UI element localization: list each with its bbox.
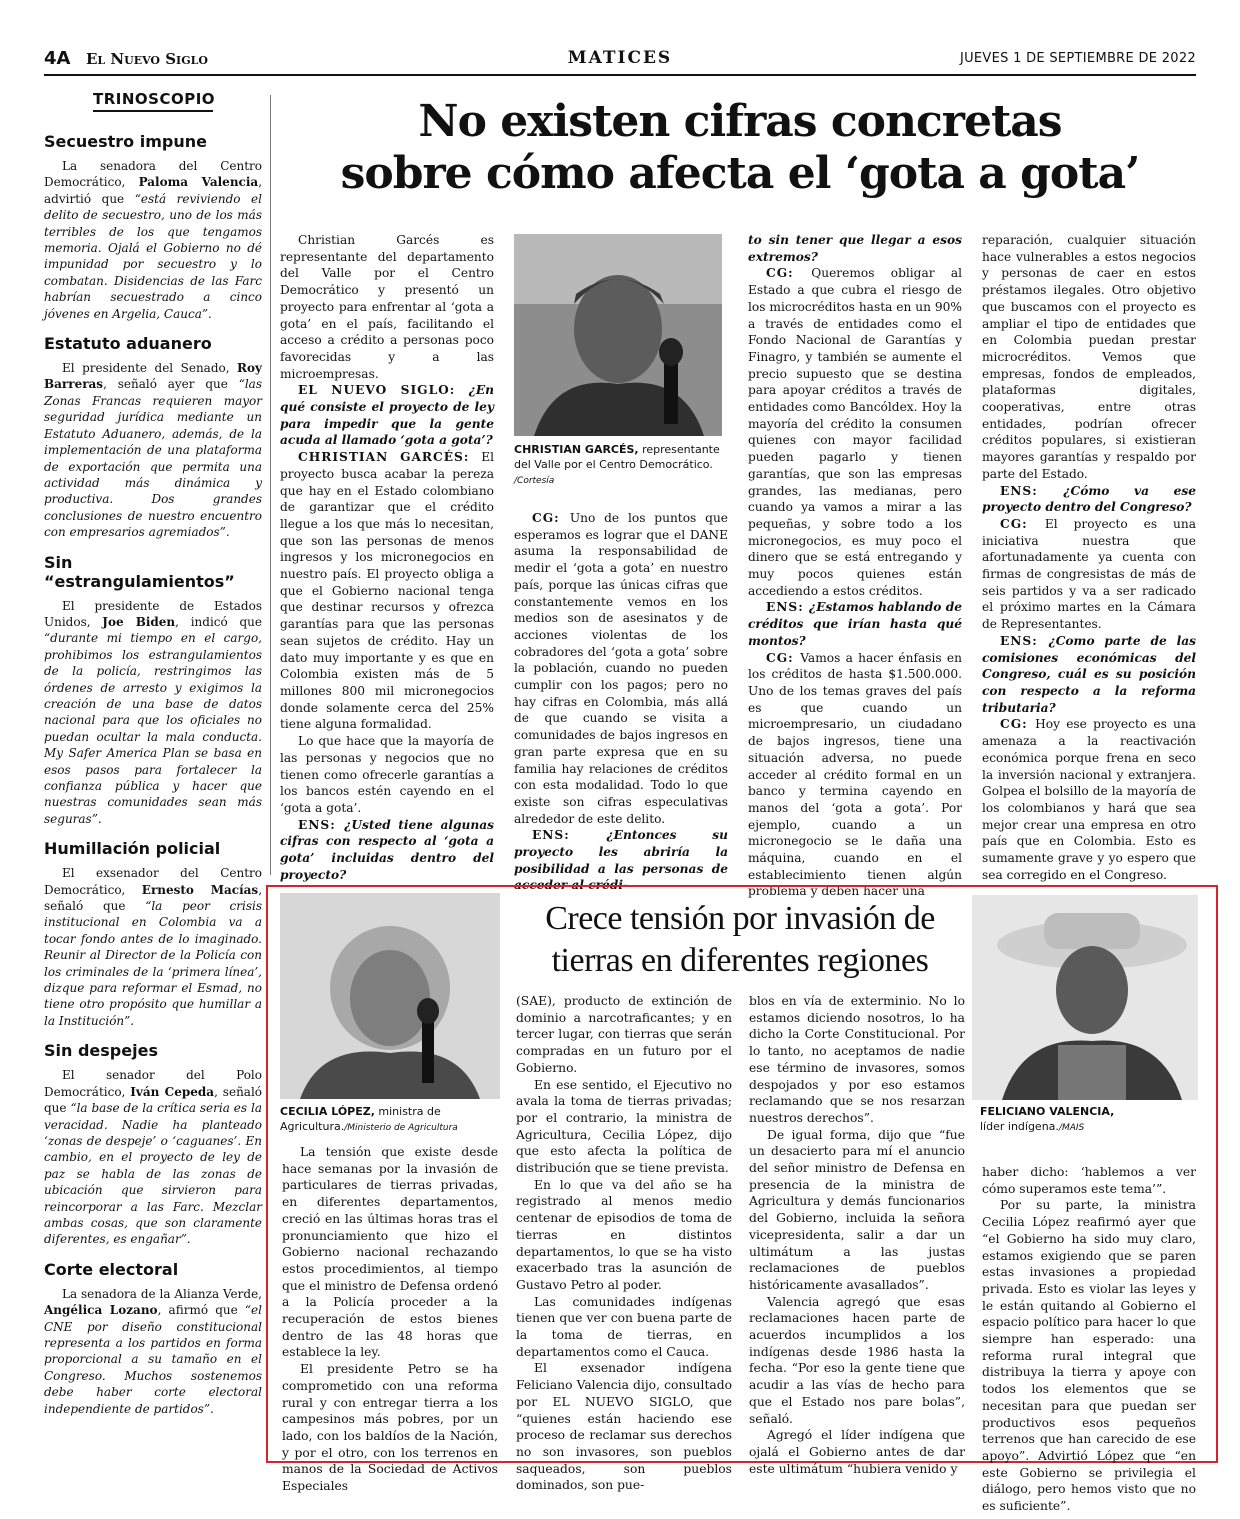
trinoscopio-title: TRINOSCOPIO <box>93 90 213 112</box>
photo-caption-valencia <box>980 1104 1200 1136</box>
header-rule <box>44 74 1196 76</box>
article-paragraph: En lo que va del año se ha registrado al menos medio centenar de episodios de toma de tierras en distintos departamentos, lo que se ha visto exacerbado tras la asunción de Gustavo Petro al poder. <box>516 1177 732 1292</box>
trino-text: El presidente del Senado, <box>62 361 238 376</box>
article-paragraph: Valencia agregó que esas reclamaciones hacen parte de acuerdos incumplidos a los indígenas desde 1986 hasta la fecha. “Por eso la gente tiene que acudir a las vías de hecho para que el Estado nos pare bolas”, señaló. <box>749 1294 965 1426</box>
article-paragraph <box>748 650 962 901</box>
portrait-illustration <box>514 234 722 436</box>
speaker-label: CG: <box>766 650 801 665</box>
trino-text: El senador del Polo Democrático, <box>44 1068 262 1099</box>
article-paragraph: blos en vía de exterminio. No lo estamos diciendo nosotros, lo ha dicho la Corte Constitucional. Por lo tanto, no aceptamos de nadie ese término de invasores, somos despojados y por eso estamos reclamando que se nos resarzan nuestros derechos”. <box>749 994 965 1125</box>
article2-column-2 <box>516 993 732 1493</box>
caption-name: CHRISTIAN GARCÉS, <box>514 443 639 456</box>
interview-question: ¿Cómo va ese proyecto dentro del Congreso? <box>982 483 1196 515</box>
trino-quote: “la base de la crítica seria es la veracidad. Nadie ha planteado ‘zonas de despeje’ o ‘caguanes’. En cambio, en el proyecto de ley de paz se habla de las zonas de ubicación que sirvieron para reincorporar a las Farc. Mezclar ambas cosas, que son claramente diferentes, es engañar”. <box>44 1101 262 1247</box>
trino-quote: “el CNE por diseño constitucional representa a los partidos en forma proporcional a su tamaño en el Congreso. Muchos sostenemos debe haber corte electoral independiente de partidos”. <box>44 1303 262 1416</box>
trino-headline: Corte electoral <box>44 1259 179 1279</box>
trino-paragraph <box>44 1067 262 1247</box>
trino-text: , señaló ayer que <box>103 377 239 392</box>
article1-column-2 <box>514 510 729 893</box>
main-headline <box>280 96 1200 200</box>
article-paragraph <box>982 716 1196 883</box>
trino-text: , afirmó que <box>157 1303 245 1318</box>
caption-text: líder indígena. <box>980 1120 1059 1133</box>
christian-garces-photo <box>514 234 722 436</box>
headline2-line-2: tierras en diferentes regiones <box>551 942 929 979</box>
article2-column-4 <box>982 1164 1196 1514</box>
interview-question: ¿Entonces su proyecto les abriría la posibilidad a las personas de acceder al crédi- <box>514 828 728 893</box>
speaker-label: CG: <box>1000 516 1045 531</box>
paragraph-text: Hoy ese proyecto es una amenaza a la reactivación económica porque frena en seco la inversión nacional y extranjera. Golpea el bolsillo de la mayoría de los colombianos y hará que sea mejor crear una empresa en otro país que en Colombia. Esto es sumamente grave y yo espero que sea corregido en el Congreso. <box>982 717 1196 882</box>
caption-credit: /Cortesía <box>514 476 555 486</box>
caption-name: FELICIANO VALENCIA, <box>980 1105 1115 1118</box>
article1-column-3 <box>748 232 963 899</box>
trino-paragraph <box>44 1286 262 1417</box>
article-paragraph: Por su parte, la ministra Cecilia López reafirmó ayer que “el Gobierno ha sido muy claro, estamos exigiendo que se paren estas invasiones a propiedad privada. Esto es violar las leyes y le están quitando al Gobierno el espacio político para hacer lo que siempre han esperado: una reforma rural integral que distribuya la tierra y apoye con todos los elementos que se necesitan para que puedan ser productivos esos pequeños terrenos que han carecido de ese apoyo”. Advirtió López que “en este Gobierno se privilegia el diálogo, pero hemos visto que no es suficiente”. <box>982 1198 1196 1514</box>
speaker-label: CG: <box>1000 717 1036 732</box>
trino-text: La senadora del Centro Democrático, <box>44 159 262 190</box>
trino-text: El exsenador del Centro Democrático, <box>44 866 262 897</box>
interview-question: ¿En qué consiste el proyecto de ley para impedir que la gente acuda al llamado ‘gota a gota’? <box>280 383 494 448</box>
speaker-label: ENS: <box>1000 633 1049 648</box>
headline-line-1: No existen cifras concretas <box>418 96 1062 147</box>
article-paragraph <box>982 633 1196 717</box>
trino-text: El presidente de Estados Unidos, <box>44 598 262 629</box>
trino-name: Paloma Valencia <box>138 175 259 190</box>
trinoscopio-column <box>44 90 262 1475</box>
photo-caption-garces <box>514 442 728 489</box>
speaker-label: CG: <box>532 511 570 525</box>
caption-text: representante del Valle por el Centro Democrático. <box>514 443 720 471</box>
page-number: 4A <box>44 48 71 69</box>
interview-question: ¿Usted tiene algunas cifras con respecto al ‘gota a gota’ incluidas dentro del proyecto? <box>280 817 494 882</box>
trino-text: , señaló que <box>44 1084 263 1116</box>
column-divider <box>270 95 271 875</box>
trino-name: Iván Cepeda <box>130 1084 215 1099</box>
trino-headline: Sin “estrangulamientos” <box>44 552 235 591</box>
interview-question: to sin tener que llegar a esos extremos? <box>748 233 962 264</box>
trinoscopio-items <box>44 132 262 1417</box>
cecilia-lopez-photo <box>280 893 500 1099</box>
article-paragraph <box>982 483 1196 516</box>
article-paragraph <box>280 232 494 382</box>
newspaper-name: El Nuevo Siglo <box>86 50 208 68</box>
paragraph-text: reparación, cualquier situación hace vulnerables a estos negocios y personas de caer en estos préstamos ilegales. Otro objetivo que buscamos con el proyecto es ampliar el tipo de entidades que en Colombia puedan prestar microcréditos. Vemos que empresas, fondos de empleados, plataformas digitales, cooperativas, entre otras entidades, podrían ofrecer créditos populares, si existieran mayores garantías y respaldo por parte del Estado. <box>982 233 1196 481</box>
article-paragraph <box>514 510 728 827</box>
article-paragraph: El presidente Petro se ha comprometido con una reforma rural y con entregar tierra a los campesinos más pobres, por un lado, con los baldíos de la Nación, y por el otro, con los terrenos en manos de la Sociedad de Activos Especiales <box>282 1362 498 1494</box>
caption-name: CECILIA LÓPEZ, <box>280 1105 375 1118</box>
article-paragraph: El exsenador indígena Feliciano Valencia dijo, consultado por EL NUEVO SIGLO, que “quienes están haciendo ese proceso de reclamar sus derechos no son invasores, son pueblos saqueados, son pueblos dominados, son pue- <box>516 1361 732 1493</box>
trino-quote: “las Zonas Francas requieren mayor seguridad jurídica mediante un Estatuto Aduanero, además, de la implementación de una plataforma de exportación que permita una actividad más dinámica y productiva. Dos grandes conclusiones de nuestro encuentro con empresarios agremiados”. <box>44 377 262 540</box>
article-paragraph: (SAE), producto de extinción de dominio a narcotraficantes; y en tercer lugar, con tierras que serán compradas en un futuro por el Gobierno. <box>516 994 732 1075</box>
article1-column-1 <box>280 232 494 882</box>
trino-name: Joe Biden <box>102 614 176 629</box>
article-paragraph <box>748 232 962 265</box>
paragraph-text: El proyecto busca acabar la pereza que hay en el Estado colombiano de garantizar que el crédito llegue a los que más lo necesitan, que son las personas de menos ingresos y los micronegocios en nuestro país. El proyecto obliga a que el Gobierno nacional tenga que destinar recursos y ofrezca garantías para que las personas sean sujetos de crédito. Hay un dato muy importante y es que en Colombia existen más de 5 millones 800 mil micronegocios donde solamente cerca del 25% tiene alguna formalidad. <box>280 450 494 732</box>
article-paragraph <box>982 232 1196 483</box>
article-paragraph: En ese sentido, el Ejecutivo no avala la toma de tierras privadas; por el contrario, la ministra de Agricultura, Cecilia López, dijo que esto afecta la política de distribución que se tiene prevista. <box>516 1077 732 1176</box>
article-paragraph <box>748 265 962 599</box>
trino-name: Ernesto Macías <box>141 882 259 897</box>
article-paragraph: De igual forma, dijo que “fue un desacierto para mí el anuncio del señor ministro de Defensa en presencia de la ministra de Agricultura y demás funcionarios del Gobierno, incluida la señora vicepresidenta, salir a dar un ultimátum a las justas reclamaciones de pueblos históricamente avasallados”. <box>749 1127 965 1292</box>
photo-caption-lopez <box>280 1104 502 1136</box>
article-paragraph <box>280 817 494 884</box>
speaker-label: ENS: <box>766 600 810 615</box>
trino-headline: Sin despejes <box>44 1041 158 1061</box>
trino-headline: Estatuto aduanero <box>44 334 212 354</box>
speaker-label: CG: <box>766 266 812 281</box>
trino-paragraph <box>44 865 262 1029</box>
paragraph-text: Vamos a hacer énfasis en los créditos de hasta $1.500.000. Uno de los temas graves del país es que cuando un microempresario, un ciudadano de bajos ingresos, tiene una situación adversa, no puede acceder al crédito formal en un banco y termina cayendo en manos del ‘gota a gota’. Por ejemplo, cuando a un micronegocio se le daña una máquina, cuando en el establecimiento tienen algún problema y deben hacer una <box>748 650 962 899</box>
page-header <box>44 48 1196 72</box>
trino-paragraph <box>44 158 262 322</box>
trino-text: , señaló que <box>44 882 263 914</box>
interview-question: ¿Estamos hablando de créditos que irían hasta qué montos? <box>748 600 962 648</box>
speaker-label: ENS: <box>1000 483 1064 498</box>
caption-credit: /Ministerio de Agricultura <box>344 1123 458 1133</box>
trino-text: , indicó que <box>175 614 262 629</box>
article-paragraph <box>280 449 494 733</box>
portrait-illustration <box>972 895 1198 1100</box>
article-paragraph <box>280 733 494 817</box>
article-paragraph: La tensión que existe desde hace semanas por la invasión de particulares de tierras privadas, en diferentes departamentos, creció en las últimas horas tras el pronunciamiento que hizo el Gobierno nacional rechazando estos procedimientos, al tiempo que el ministro de Defensa ordenó a la Policía proceder a la recuperación de estos bienes dentro de las 48 horas que establece la ley. <box>282 1145 498 1360</box>
caption-credit: /MAIS <box>1058 1123 1085 1133</box>
paragraph-text: Christian Garcés es representante del departamento del Valle por el Centro Democrático y presentó un proyecto para enfrentar al ‘gota a gota’ en el país, facilitando el acceso a crédito a personas poco favorecidas y a las microempresas. <box>280 233 494 381</box>
speaker-label: EL NUEVO SIGLO: <box>298 383 469 398</box>
article-paragraph: Las comunidades indígenas tienen que ver con buena parte de la toma de tierras, en departamentos como el Cauca. <box>516 1294 732 1359</box>
interview-question: ¿Como parte de las comisiones económicas del Congreso, cuál es su posición con respecto a la reforma tributaria? <box>982 633 1196 715</box>
portrait-illustration <box>280 893 500 1099</box>
paragraph-text: Lo que hace que la mayoría de las personas y negocios que no tienen como ofrecerle garantías a los bancos estén cayendo en el ‘gota a gota’. <box>280 734 494 815</box>
paragraph-text: Uno de los puntos que esperamos es lograr que el DANE asuma la responsabilidad de medir el ‘gota a gota’ en nuestro país, porque las únicas cifras que constantemente vemos en los medios son de asesinatos y de acciones violentas de los cobradores del ‘gota a gota’ sobre la población, cuando no pueden cumplir con los pagos; pero no hay cifras en Colombia, más allá de que cuando se visita a comunidades de bajos ingresos en gran parte expresa que en su familia hay relaciones de créditos con esta modalidad. Todo lo que existe son cifras especulativas alrededor de este delito. <box>514 511 729 826</box>
speaker-label: ENS: <box>532 828 607 843</box>
trino-paragraph <box>44 360 262 540</box>
article2-column-1 <box>282 1144 498 1494</box>
article-paragraph: haber dicho: ‘hablemos a ver cómo superamos este tema’”. <box>982 1165 1196 1196</box>
trino-quote: “durante mi tiempo en el cargo, prohibimos los estrangulamientos de la policía, restringimos las órdenes de arresto y exigimos la creación de una base de datos nacional para que los oficiales no puedan ocultar la mala conducta. My Safer America Plan se basa en esos pasos para fortalecer la confianza pública y hacer que nuestras comunidades sean más seguras”. <box>44 631 262 826</box>
headline2-line-1: Crece tensión por invasión de <box>545 900 935 937</box>
article-paragraph: Agregó el líder indígena que ojalá el Gobierno antes de dar este ultimátum “hubiera venido y <box>749 1428 965 1476</box>
trino-paragraph <box>44 598 262 828</box>
article1-column-4 <box>982 232 1196 882</box>
paragraph-text: El proyecto es una iniciativa nuestra que afortunadamente ya cuenta con firmas de congresistas de más de seis partidos y va a ser radicado el próximo martes en la Cámara de Representantes. <box>982 516 1196 632</box>
trino-headline: Secuestro impune <box>44 132 207 151</box>
trino-quote: “la peor crisis institucional en Colombia va a tocar fondo antes de lo imaginado. Reunir al Director de la Policía con los criminales de la ‘primera línea’, dizque para reformar el Esmad, no tiene otro propósito que humillar a la Institución”. <box>44 899 262 1028</box>
headline-line-2: sobre cómo afecta el ‘gota a gota’ <box>340 148 1140 199</box>
secondary-headline <box>505 898 975 982</box>
speaker-label: ENS: <box>298 817 345 832</box>
article2-column-3 <box>749 993 965 1476</box>
trino-text: , advirtió que <box>44 175 263 206</box>
caption-text: ministra de Agricultura. <box>280 1105 441 1133</box>
section-name: MATICES <box>567 48 673 68</box>
article-paragraph <box>982 516 1196 633</box>
article-paragraph <box>748 599 962 649</box>
paragraph-text: Queremos obligar al Estado a que cubra el riesgo de los microcréditos hasta en un 90% a través de entidades como el Fondo Nacional de Garantías y Finagro, y también se aumente el precio supuesto que se destina para apoyar créditos a través de entidades como Bancóldex. Hoy la mayoría del crédito la consumen quienes con mayor facilidad pueden pagarlo y tienen garantías, que son las empresas grandes, las medianas, pero cuando ya vamos a mirar a las pequeñas, y sobre todo a los micronegocios, es muy poco el dinero que se está entregando y muy pocos quienes están accediendo a estos créditos. <box>748 266 963 598</box>
speaker-label: CHRISTIAN GARCÉS: <box>298 450 482 465</box>
trino-name: Roy Barreras <box>44 361 262 392</box>
article-paragraph <box>280 382 494 449</box>
trino-headline: Humillación policial <box>44 839 221 859</box>
trino-text: La senadora de la Alianza Verde, <box>62 1286 262 1301</box>
trino-quote: “está reviviendo el delito de secuestro, uno de los más terribles de los que tengamos memoria. Ojalá el Gobierno no dé impunidad por secuestro y lo combatan. Disidencias de las Farc habrían secuestrado a cinco jóvenes en Argelia, Cauca”. <box>44 191 262 321</box>
feliciano-valencia-photo <box>972 895 1198 1100</box>
issue-date: JUEVES 1 DE SEPTIEMBRE DE 2022 <box>959 51 1196 66</box>
trino-name: Angélica Lozano <box>44 1303 158 1318</box>
